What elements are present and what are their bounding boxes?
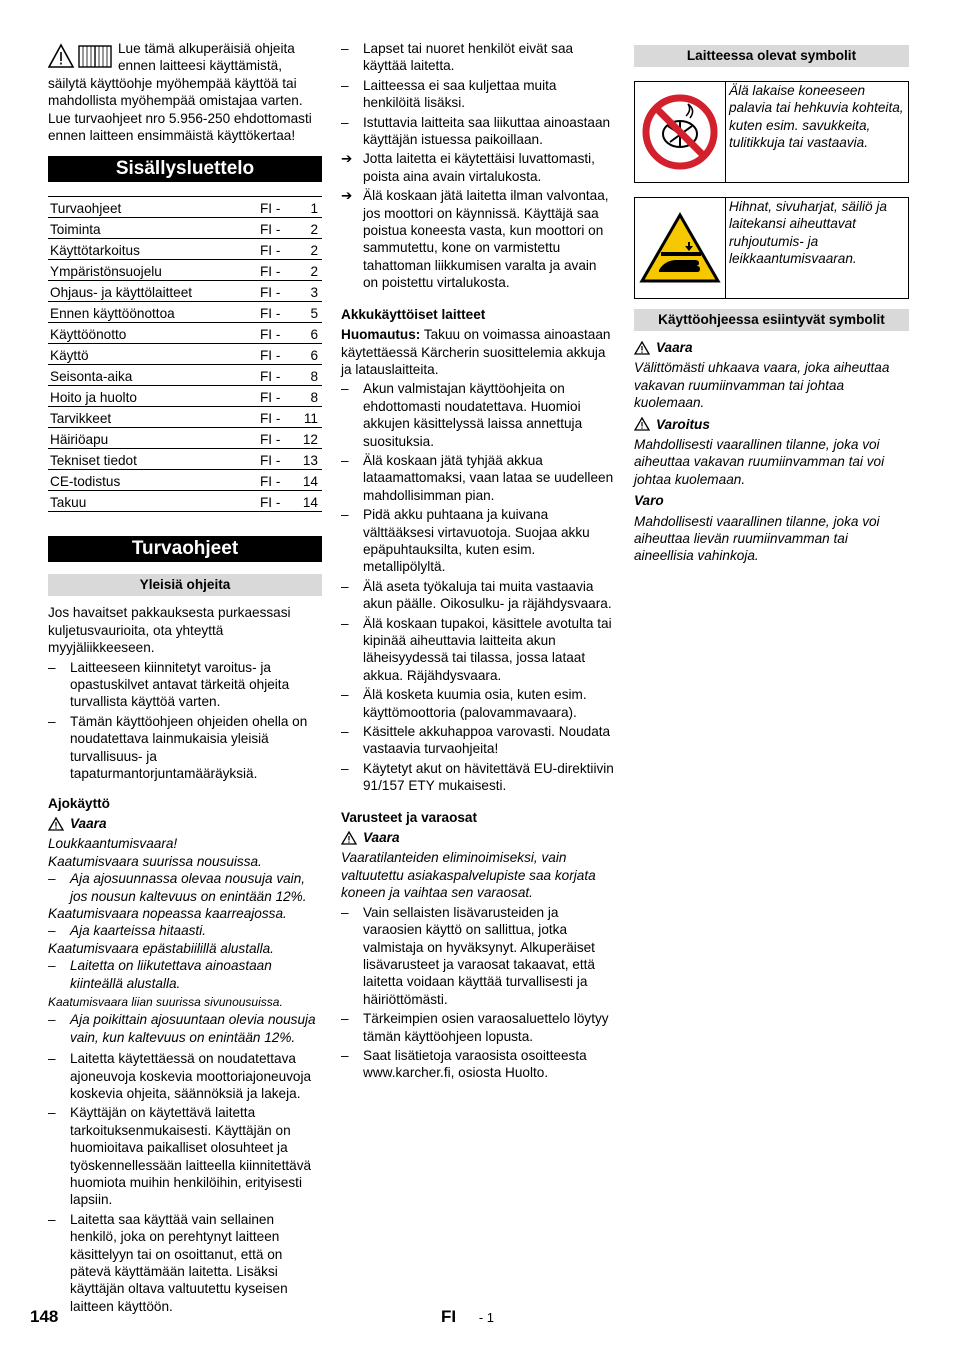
toc-page: 1 [296, 197, 322, 218]
toc-row [48, 344, 322, 365]
toc-lang: FI - [258, 365, 296, 386]
no-burning-objects-icon [635, 82, 726, 182]
toc-label: Hoito ja huolto [48, 386, 258, 407]
warning-triangle-icon [634, 341, 650, 355]
level-text: Mahdollisesti vaarallinen tilanne, joka voi aiheuttaa vakavan ruumiinvamman tai voi johtaa kuolemaan. [634, 437, 885, 487]
list-item: – Älä aseta työkaluja tai muita vastaavia akun päälle. Oikosulku- ja räjähdysvaara. [341, 578, 615, 613]
toc-row [48, 218, 322, 239]
level-name: Varoitus [656, 416, 710, 432]
list-item: – Pidä akku puhtaana ja kuivana välttääksesi virtavuotoja. Suojaa akku epäpuhtauksilta, kuten esim. metallipölyltä. [341, 506, 615, 576]
toc-label: Käyttöönotto [48, 323, 258, 344]
toc-lang: FI - [258, 281, 296, 302]
drive-injury: Loukkaantumisvaara! [48, 836, 178, 852]
battery-note-label: Huomautus: [341, 327, 421, 343]
vaara-label: Vaara [70, 815, 107, 831]
hand-crush-warning-icon [635, 198, 726, 298]
toc-page: 14 [296, 470, 322, 491]
level-name: Varo [634, 493, 664, 509]
toc-lang: FI - [258, 260, 296, 281]
toc-lang: FI - [258, 407, 296, 428]
toc-row [48, 302, 322, 323]
toc-row [48, 470, 322, 491]
device-symbols-title: Laitteessa olevat symbolit [634, 45, 909, 67]
list-item: – Laitetta saa käyttää vain sellainen henkilö, joka on perehtynyt laitteen käsittelyyn tai on osoittanut, että on pätevä käyttämään laitetta. Lisäksi käyttäjän oltava valtuutettu kyseisen laitteen käyttöön. [48, 1211, 322, 1315]
toc-label: Takuu [48, 491, 258, 512]
toc-lang: FI - [258, 449, 296, 470]
list-item: – Laitetta käytettäessä on noudatettava ajoneuvoja koskevia moottoriajoneuvoja koskevia ohjeita, säännöksiä ja lakeja. [48, 1050, 322, 1102]
toc-lang: FI - [258, 428, 296, 449]
toc-label: Ohjaus- ja käyttölaitteet [48, 281, 258, 302]
list-item: – Älä koskaan tupakoi, käsittele avotulta tai kipinää aiheuttavia laitteita akun läheisyydessä tai tilassa, jossa lataat akkua. Räjähdysvaara. [341, 615, 615, 685]
toc-page: 5 [296, 302, 322, 323]
toc-lang: FI - [258, 218, 296, 239]
vaara-label: Vaara [363, 830, 400, 846]
list-item: – Laitteeseen kiinnitetyt varoitus- ja opastuskilvet antavat tärkeitä ohjeita turvallista käyttöä varten. [48, 659, 322, 711]
toc-page: 3 [296, 281, 322, 302]
toc-page: 8 [296, 365, 322, 386]
vaara-heading [48, 815, 322, 832]
list-item: – Istuttavia laitteita saa liikuttaa ainoastaan käyttäjän istuessa paikoillaan. [341, 114, 615, 149]
list-item: – Aja kaarteissa hitaasti. [48, 922, 322, 939]
arrow-item [341, 150, 615, 185]
drive-risk: Kaatumisvaara liian suurissa sivunousuissa. [48, 994, 283, 1009]
toc-page: 11 [296, 407, 322, 428]
battery-title: Akkukäyttöiset laitteet [341, 306, 486, 322]
list-item: – Älä koskaan jätä tyhjää akkua lataamattomaksi, vaan lataa se uudelleen mahdollisimman pian. [341, 452, 615, 504]
manual-symbols-title: Käyttöohjeessa esiintyvät symbolit [634, 309, 909, 331]
list-item: – Laitteessa ei saa kuljettaa muita henkilöitä lisäksi. [341, 77, 615, 112]
general-text: Jos havaitset pakkauksesta purkaessasi kuljetusvaurioita, ota yhteyttä myyjäliikkeeseen. [48, 605, 291, 656]
toc-label: Ympäristönsuojelu [48, 260, 258, 281]
toc-label: Häiriöapu [48, 428, 258, 449]
toc-lang: FI - [258, 491, 296, 512]
toc-label: Tekniset tiedot [48, 449, 258, 470]
toc-label: Käyttö [48, 344, 258, 365]
drive-risk: Kaatumisvaara nopeassa kaarreajossa. [48, 905, 287, 921]
toc-lang: FI - [258, 386, 296, 407]
toc-label: Turvaohjeet [48, 197, 258, 218]
toc-page: 8 [296, 386, 322, 407]
list-item: – Aja poikittain ajosuuntaan olevia nousuja vain, kun kaltevuus on enintään 12%. [48, 1011, 322, 1046]
column-1 [48, 40, 322, 1315]
toc-page: 6 [296, 344, 322, 365]
general-title: Yleisiä ohjeita [48, 574, 322, 596]
toc-table [48, 196, 322, 512]
toc-lang: FI - [258, 344, 296, 365]
toc-label: Ennen käyttöönottoa [48, 302, 258, 323]
list-item: – Saat lisätietoja varaosista osoitteesta www.karcher.fi, osiosta Huolto. [341, 1047, 615, 1082]
toc-title: Sisällysluettelo [48, 156, 322, 182]
toc-page: 14 [296, 491, 322, 512]
list-item: – Tärkeimpien osien varaosaluettelo löytyy tämän käyttöohjeen lopusta. [341, 1010, 615, 1045]
warning-triangle-icon [634, 417, 650, 431]
battery-note [341, 326, 615, 378]
level-text: Mahdollisesti vaarallinen tilanne, joka voi aiheuttaa lievän ruumiinvamman tai aineellisia vahinkoja. [634, 513, 880, 564]
level-heading [634, 416, 909, 433]
vaara-heading [341, 829, 615, 846]
toc-row [48, 323, 322, 344]
toc-page: 2 [296, 239, 322, 260]
arrow-item-text: Älä koskaan jätä laitetta ilman valvontaa, jos moottori on käynnissä. Käyttäjä saa poistua koneesta vasta, kun moottori on sammutettu, kone on varmistettu tahattoman liikkumisen varalta ja avain on poistettu virtalukosta. [363, 188, 609, 291]
safety-title: Turvaohjeet [48, 536, 322, 562]
warning-and-manual-icon [48, 43, 114, 69]
toc-page: 13 [296, 449, 322, 470]
toc-label: Tarvikkeet [48, 407, 258, 428]
column-3 [634, 45, 909, 565]
toc-lang: FI - [258, 302, 296, 323]
arrow-item-text: Jotta laitetta ei käytettäisi luvattomasti, poista aina avain virtalukosta. [363, 151, 595, 184]
toc-page: 2 [296, 260, 322, 281]
list-item: – Aja ajosuunnassa olevaa nousuja vain, jos nousun kaltevuus on enintään 12%. [48, 870, 322, 905]
list-item: – Akun valmistajan käyttöohjeita on ehdottomasti noudatettava. Huomioi akkujen käsittelyssä laissa annettuja suosituksia. [341, 380, 615, 450]
toc-row [48, 386, 322, 407]
toc-lang: FI - [258, 470, 296, 491]
toc-page: 6 [296, 323, 322, 344]
footer-lang [441, 1307, 494, 1327]
level-name: Vaara [656, 340, 693, 355]
toc-row [48, 428, 322, 449]
toc-label: Seisonta-aika [48, 365, 258, 386]
toc-row [48, 365, 322, 386]
list-item: – Laitetta on liikutettava ainoastaan kiinteällä alustalla. [48, 957, 322, 992]
list-item: – Lapset tai nuoret henkilöt eivät saa käyttää laitetta. [341, 40, 615, 75]
toc-row [48, 407, 322, 428]
toc-row [48, 260, 322, 281]
column-2 [341, 40, 615, 1082]
list-item: – Tämän käyttöohjeen ohjeiden ohella on noudatettava lainmukaisia yleisiä turvallisuus- ja tapaturmantorjuntamääräyksiä. [48, 713, 322, 783]
parts-title: Varusteet ja varaosat [341, 809, 478, 825]
list-item: – Vain sellaisten lisävarusteiden ja varaosien käyttö on sallittua, jotka valmistaja on hyväksynyt. Alkuperäiset lisävarusteet ja varaosat takaavat, että laitetta voidaan käyttää turvallisesti ja häiriöttömästi. [341, 904, 615, 1008]
toc-page: 2 [296, 218, 322, 239]
toc-row [48, 491, 322, 512]
toc-label: Toiminta [48, 218, 258, 239]
toc-lang: FI - [258, 323, 296, 344]
arrow-right-icon: ➔ [341, 151, 353, 167]
toc-label: CE-todistus [48, 470, 258, 491]
toc-lang: FI - [258, 197, 296, 218]
symbol-text: Älä lakaise koneeseen palavia tai hehkuvia kohteita, kuten esim. savukkeita, tulitikkuja tai vastaavia. [729, 83, 904, 151]
drive-title: Ajokäyttö [48, 795, 110, 811]
arrow-right-icon: ➔ [341, 188, 353, 204]
level-heading [634, 492, 909, 509]
symbol-row [634, 197, 909, 299]
level-text: Välittömästi uhkaava vaara, joka aiheuttaa vakavan ruumiinvamman tai johtaa kuolemaan. [634, 360, 890, 411]
arrow-item [341, 187, 615, 291]
parts-warning: Vaaratilanteiden eliminoimiseksi, vain valtuutettu asiakaspalvelupiste saa korjata koneen ja vaihtaa sen varaosat. [341, 850, 596, 901]
toc-lang: FI - [258, 239, 296, 260]
toc-row [48, 281, 322, 302]
warning-triangle-icon [48, 817, 64, 831]
list-item: – Käyttäjän on käytettävä laitetta tarkoituksenmukaisesti. Käyttäjän on huomioitava paikalliset olosuhteet ja työskennellessään laitteella kiinnitettävä huomiota muihin henkilöihin, erityisesti lapsiin. [48, 1104, 322, 1208]
drive-risk: Kaatumisvaara suurissa nousuissa. [48, 853, 262, 869]
toc-row [48, 449, 322, 470]
list-item: – Käytetyt akut on hävitettävä EU-direktiivin 91/157 ETY mukaisesti. [341, 760, 615, 795]
list-item: – Älä kosketa kuumia osia, kuten esim. käyttömoottoria (palovammavaara). [341, 686, 615, 721]
symbol-text: Hihnat, sivuharjat, säiliö ja laitekansi aiheuttavat ruhjoutumis- ja leikkaantumisvaaran. [729, 199, 887, 267]
toc-page: 12 [296, 428, 322, 449]
toc-row [48, 197, 322, 218]
list-item: – Käsittele akkuhappoa varovasti. Noudata vastaavia turvaohjeita! [341, 723, 615, 758]
drive-risk: Kaatumisvaara epästabiilillä alustalla. [48, 940, 274, 956]
intro-text: Lue tämä alkuperäisiä ohjeita ennen laitteesi käyttämistä, säilytä käyttöohje myöhempää käyttöä tai mahdollista myöhempää omistajaa varten. Lue turvaohjeet nro 5.956-250 ehdottomasti ennen laitteen ensimmäistä käyttökertaa! [48, 41, 312, 144]
toc-row [48, 239, 322, 260]
footer-sub: - 1 [478, 1310, 495, 1325]
level-heading [634, 339, 909, 356]
battery-note-text: Takuu on voimassa ainoastaan käytettäessä Kärcherin suosittelemia akkuja ja latauslaitteita. [341, 327, 611, 377]
intro [48, 40, 322, 144]
page-number: 148 [30, 1307, 59, 1326]
toc-label: Käyttötarkoitus [48, 239, 258, 260]
footer-lang-code: FI [441, 1307, 457, 1326]
warning-triangle-icon [341, 831, 357, 845]
symbol-row [634, 81, 909, 183]
